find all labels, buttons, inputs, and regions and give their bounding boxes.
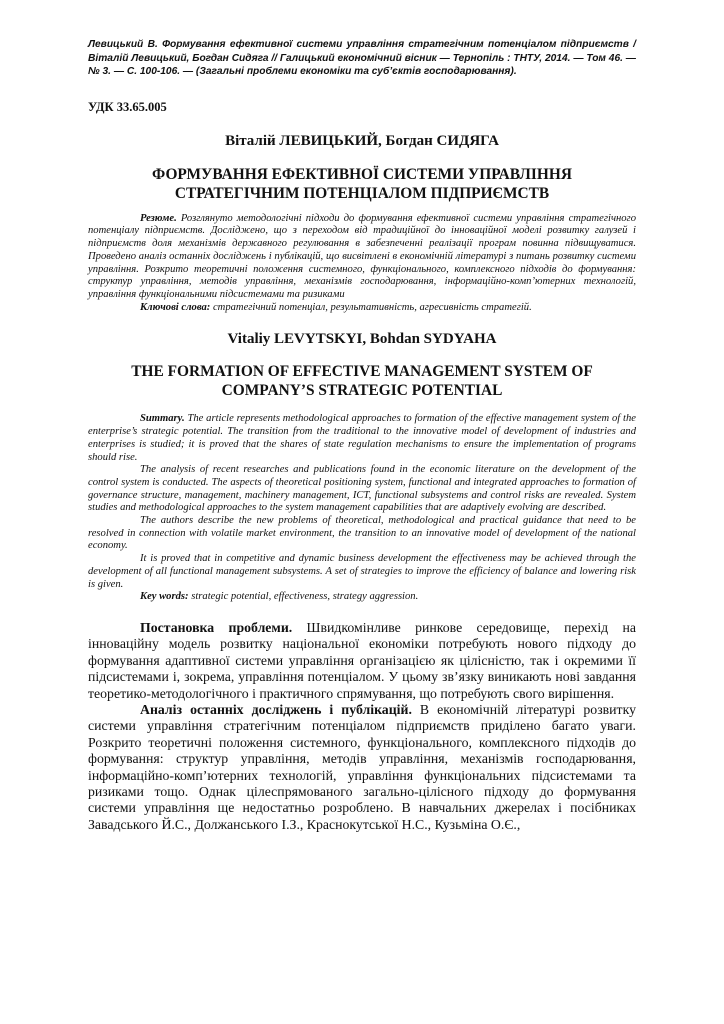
summary-en-para2: The analysis of recent researches and publications found in the economic literature on the development of the control system is conducted. The aspects of theoretical positioning system, functional and integrated approaches to formation of governance structure, management, machinery management, ICT, functional subsystems and control risks are revealed. System studies and methodological approaches to the system management capabilities that are adaptively evolving are described. <box>88 464 636 514</box>
paragraph-literature-review <box>88 702 636 833</box>
title-uk: ФОРМУВАННЯ ЕФЕКТИВНОЇ СИСТЕМИ УПРАВЛІННЯ СТРАТЕГІЧНИМ ПОТЕНЦІАЛОМ ПІДПРИЄМСТВ <box>152 165 572 202</box>
paper-page <box>88 38 636 833</box>
summary-label-uk: Резюме. <box>140 212 177 224</box>
summary-en-para3: The authors describe the new problems of theoretical, methodological and practical guidance that need to be resolved in connection with volatile market environment, the transition to an innovative model of development of the national economy. <box>88 515 636 552</box>
authors-en: Vitaliy LEVYTSKYI, Bohdan SYDYAHA <box>227 331 497 348</box>
heading-literature-review: Аналіз останніх досліджень і публікацій. <box>140 701 412 717</box>
summary-uk <box>88 213 636 302</box>
keywords-label-uk: Ключові слова: <box>140 301 211 313</box>
heading-problem-statement: Постановка проблеми. <box>140 619 293 635</box>
authors-uk: Віталій ЛЕВИЦЬКИЙ, Богдан СИДЯГА <box>225 132 499 149</box>
keywords-label-en: Key words: <box>140 591 189 603</box>
citation: Левицький В. Формування ефективної системи управління стратегічним потенціалом підприємств / Віталій Левицький, Богдан Сидяга // Галицький економічний вісник — Тернопіль : ТНТУ, 2014. — Том 46. — № 3. — С. 100-106. — (Загальні проблеми економіки та суб’єктів господарювання). <box>88 39 636 78</box>
abstract-en <box>88 413 636 604</box>
keywords-en <box>88 591 636 604</box>
summary-en-para4: It is proved that in competitive and dynamic business development the effectiveness may be achieved through the development of all functional management subsystems. A set of strategies to improve the efficiency of balance and lowering risk is given. <box>88 553 636 590</box>
paragraph-problem-statement <box>88 620 636 702</box>
text-problem-statement: Швидкомінливе ринкове середовище, перехід на інноваційну модель розвитку національної економіки потребують нового підходу до формування адаптивної системи управління організацією як цілісністю, так і окремими її підсистемами і, зокрема, управління потенціалом. У цьому зв’язку виникають нові завдання теоретико-методологічного і практичного спрямування, що потребують свого вирішення. <box>88 619 636 701</box>
summary-text-en: The article represents methodological approaches to formation of the effective management system of the enterprise’s strategic potential. The transition from the traditional to the innovative model of development of industries and enterprises is studied; it is proved that the shares of state regulation mechanisms to ensure the implementation of programs should rise. <box>88 413 636 463</box>
summary-en <box>88 413 636 464</box>
title-en: THE FORMATION OF EFFECTIVE MANAGEMENT SYSTEM OF COMPANY’S STRATEGIC POTENTIAL <box>131 363 593 400</box>
abstract-uk <box>88 213 636 315</box>
summary-label-en: Summary. <box>140 413 185 425</box>
keywords-text-en: strategic potential, effectiveness, strategy aggression. <box>188 591 419 603</box>
article-body <box>88 620 636 833</box>
keywords-text-uk: стратегічний потенціал, результативність, агресивність стратегій. <box>210 301 532 313</box>
text-literature-review: В економічній літературі розвитку системи управління стратегічним потенціалом підприємств приділено багато уваги. Розкрито теоретичні положення системного, функціонального, комплексного підходів до формування: структур управління, методів управління, механізмів господарювання, інформаційно-комп’ютерних технологій, управління функціональних підсистемами та ризиками тощо. Однак цілеспрямованого загально-цілісного підходу до формування системи управління ще недостатньо розроблено. В навчальних джерелах і посібниках Завадського Й.С., Должанського І.З., Краснокутської Н.С., Кузьміна О.Є., <box>88 701 636 832</box>
keywords-uk <box>88 302 636 315</box>
udk-code: УДК 33.65.005 <box>88 99 167 114</box>
summary-text-uk: Розглянуто методологічні підходи до формування ефективної системи управління стратегічного потенціалу підприємств. Досліджено, що з переходом від традиційної до інноваційної моделі розвитку галузей і підприємств доля механізмів державного регулювання в забезпеченні реалізації програм повинна підвищуватися. Проведено аналіз останніх досліджень і публікацій, що висвітлені в економічній літературі з питань розвитку системи управління. Розкрито теоретичні положення системного, функціонального, комплексного підходів до формування: структур управління, методів управління, механізмів господарювання, інформаційно-комп’ютерних технологій, управління функціональними підсистемами та ризиками <box>88 212 636 300</box>
